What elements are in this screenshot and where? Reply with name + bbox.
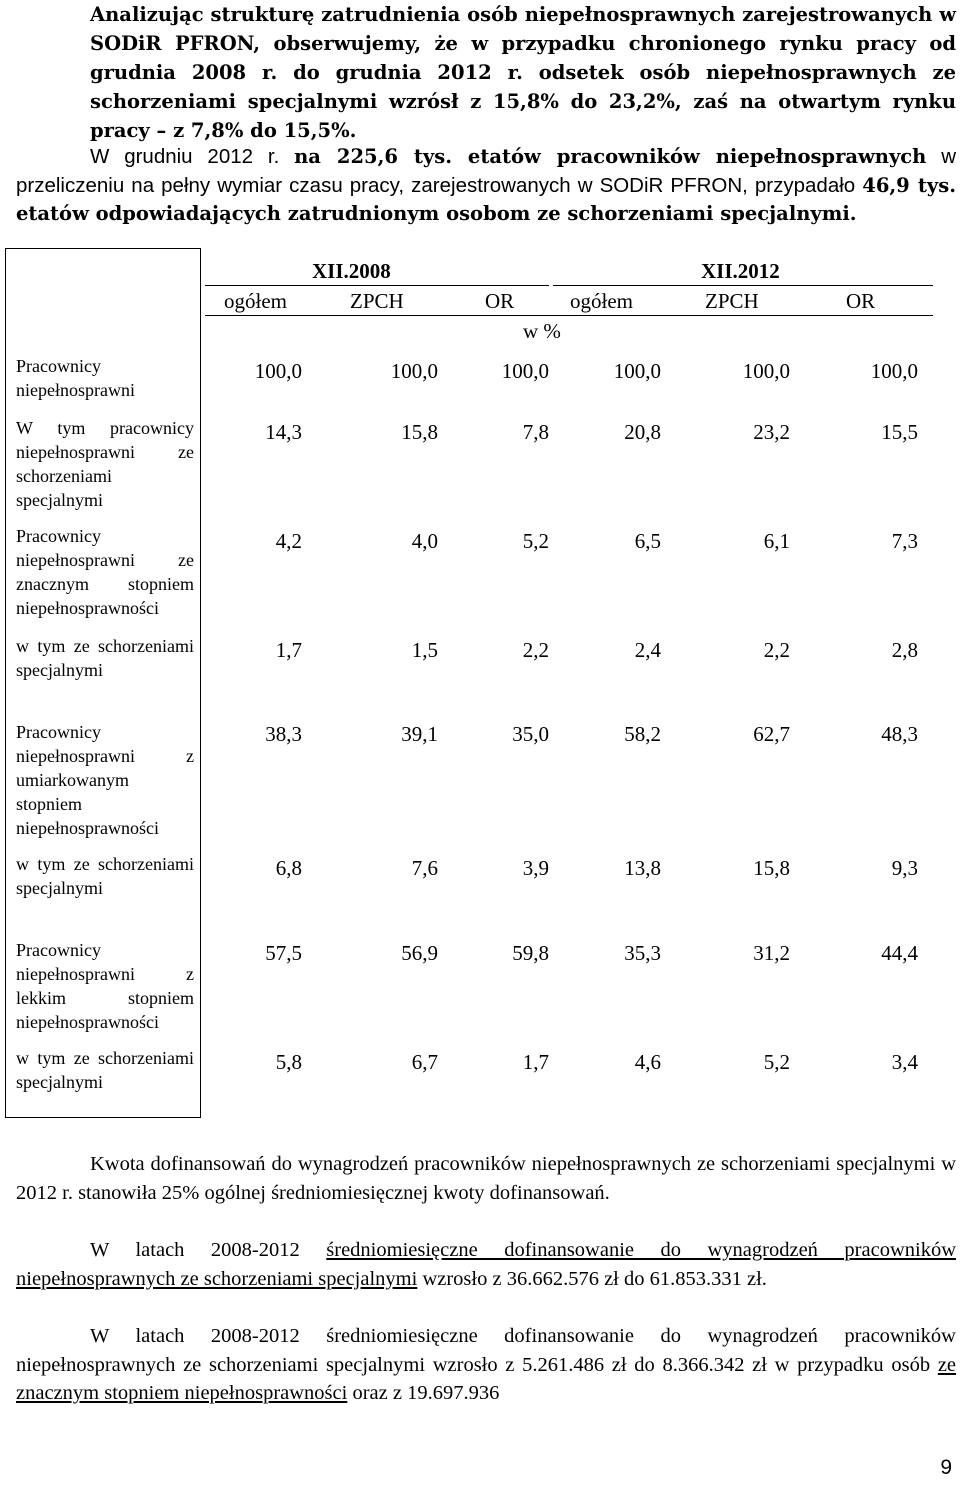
- table-cell: 100,0: [390, 359, 438, 383]
- period-2012: XII.2012: [701, 259, 780, 283]
- intro-paragraph-2: [16, 143, 956, 229]
- table-cell: 100,0: [870, 359, 918, 383]
- table-cell: 100,0: [254, 359, 302, 383]
- table-cell: 15,5: [881, 420, 918, 444]
- row-label: w tym ze schorzeniami specjalnymi: [5, 1036, 201, 1118]
- table-cell: 58,2: [624, 722, 661, 746]
- table-cell: 15,8: [401, 420, 438, 444]
- table-cell: 2,8: [891, 638, 918, 662]
- table-cell: 1,7: [275, 638, 302, 662]
- table-cell: 23,2: [753, 420, 790, 444]
- page-number: 9: [940, 1456, 952, 1479]
- row-label: Pracownicy niepełnosprawni z lekkim stopniem niepełnosprawności: [5, 928, 201, 1036]
- col-header-5: ZPCH: [705, 289, 759, 313]
- outro-p3-underlined: ze znacznym stopniem niepełnosprawności: [16, 1353, 957, 1404]
- row-label: w tym ze schorzeniami specjalnymi: [5, 624, 201, 708]
- period-2008-rule: [205, 285, 549, 286]
- table-cell: 39,1: [401, 722, 438, 746]
- outro-p2-lead: W latach 2008-2012: [90, 1239, 300, 1261]
- table-cell: 7,3: [891, 529, 918, 553]
- outro-paragraph-1: [16, 1150, 956, 1207]
- table-cell: 62,7: [753, 722, 790, 746]
- table-cell: 44,4: [881, 941, 918, 965]
- table-cell: 4,2: [275, 529, 302, 553]
- table-cell: 56,9: [401, 941, 438, 965]
- col-header-4: ogółem: [570, 289, 633, 313]
- intro-p2-bold-end: 46,9 tys. etatów odpowiadających zatrudnionym osobom ze schorzeniami specjalnymi.: [16, 173, 956, 225]
- row-label: Pracownicy niepełnosprawni z umiarkowanym stopniem niepełnosprawności: [5, 708, 201, 842]
- table-cell: 1,7: [522, 1050, 549, 1074]
- table-cell: 7,6: [411, 856, 438, 880]
- intro-p2-bold: na 225,6 tys. etatów pracowników niepełnosprawnych: [294, 145, 927, 168]
- intro-paragraph-1: Analizując strukturę zatrudnienia osób niepełnosprawnych zarejestrowanych w SODiR PFRON, obserwujemy, że w przypadku chronionego rynku pracy od grudnia 2008 r. do grudnia 2012 r. odsetek osób niepełnosprawnych ze schorzeniami specjalnymi wzrósł z 15,8% do 23,2%, zaś na otwartym rynku pracy – z 7,8% do 15,5%.: [90, 3, 956, 142]
- table-cell: 5,8: [275, 1050, 302, 1074]
- outro-p3-lead: W latach 2008-2012 średniomiesięczne dofinansowanie do wynagrodzeń pracowników niepełnosprawnych ze schorzeniami specjalnymi wzrosło z 5.261.486 zł do 8.366.342 zł w przypadku osób: [16, 1325, 956, 1376]
- employment-structure-table: [5, 248, 933, 1118]
- period-2012-rule: [553, 285, 933, 286]
- outro-p3-end: oraz z 19.697.936: [352, 1382, 500, 1404]
- table-cell: 59,8: [512, 941, 549, 965]
- table-cell: 9,3: [891, 856, 918, 880]
- outro-paragraph-2: [16, 1236, 956, 1293]
- row-label: W tym pracownicy niepełnosprawni ze schorzeniami specjalnymi: [5, 406, 201, 514]
- table-cell: 3,9: [522, 856, 549, 880]
- table-cell: 6,7: [411, 1050, 438, 1074]
- columns-rule: [205, 315, 933, 316]
- table-cell: 38,3: [265, 722, 302, 746]
- table-cell: 2,2: [763, 638, 790, 662]
- table-cell: 13,8: [624, 856, 661, 880]
- table-cell: 1,5: [411, 638, 438, 662]
- intro-p2-lead: W grudniu 2012 r.: [90, 145, 280, 168]
- unit-label: w %: [523, 319, 561, 343]
- table-cell: 20,8: [624, 420, 661, 444]
- col-header-3: OR: [485, 289, 515, 313]
- table-cell: 14,3: [265, 420, 302, 444]
- table-cell: 5,2: [522, 529, 549, 553]
- table-cell: 6,8: [275, 856, 302, 880]
- col-header-1: ogółem: [224, 289, 287, 313]
- table-cell: 100,0: [613, 359, 661, 383]
- period-2008: XII.2008: [312, 259, 391, 283]
- table-cell: 5,2: [763, 1050, 790, 1074]
- outro-p2-end: wzrosło z 36.662.576 zł do 61.853.331 zł.: [422, 1267, 767, 1290]
- table-cell: 48,3: [881, 722, 918, 746]
- outro-paragraph-3: [16, 1322, 956, 1408]
- table-cell: 7,8: [522, 420, 549, 444]
- outro-p1-text: Kwota dofinansowań do wynagrodzeń pracowników niepełnosprawnych ze schorzeniami specjalnymi w 2012 r. stanowiła 25% ogólnej średniomiesięcznej kwoty dofinansowań.: [16, 1153, 956, 1204]
- outro-p2-underlined: średniomiesięczne dofinansowanie do wynagrodzeń pracowników niepełnosprawnych ze schorzeniami specjalnymi: [16, 1239, 957, 1290]
- row-label: Pracownicy niepełnosprawni ze znacznym stopniem niepełnosprawności: [5, 514, 201, 624]
- table-cell: 15,8: [753, 856, 790, 880]
- col-header-2: ZPCH: [350, 289, 404, 313]
- table-header-corner: [5, 248, 201, 346]
- table-cell: 6,1: [763, 529, 790, 553]
- table-cell: 31,2: [753, 941, 790, 965]
- table-cell: 100,0: [501, 359, 549, 383]
- table-cell: 3,4: [891, 1050, 918, 1074]
- table-cell: 57,5: [265, 941, 302, 965]
- row-label: Pracownicy niepełnosprawni: [5, 346, 201, 406]
- table-cell: 100,0: [742, 359, 790, 383]
- table-cell: 2,4: [634, 638, 661, 662]
- table-cell: 35,3: [624, 941, 661, 965]
- table-cell: 35,0: [512, 722, 549, 746]
- table-cell: 4,0: [411, 529, 438, 553]
- row-label: w tym ze schorzeniami specjalnymi: [5, 842, 201, 928]
- table-cell: 4,6: [634, 1050, 661, 1074]
- intro-p2-mid: w przeliczeniu na pełny wymiar czasu pracy, zarejestrowanych w SODiR PFRON, przypadało: [16, 145, 956, 197]
- table-cell: 6,5: [634, 529, 661, 553]
- table-cell: 2,2: [522, 638, 549, 662]
- col-header-6: OR: [846, 289, 876, 313]
